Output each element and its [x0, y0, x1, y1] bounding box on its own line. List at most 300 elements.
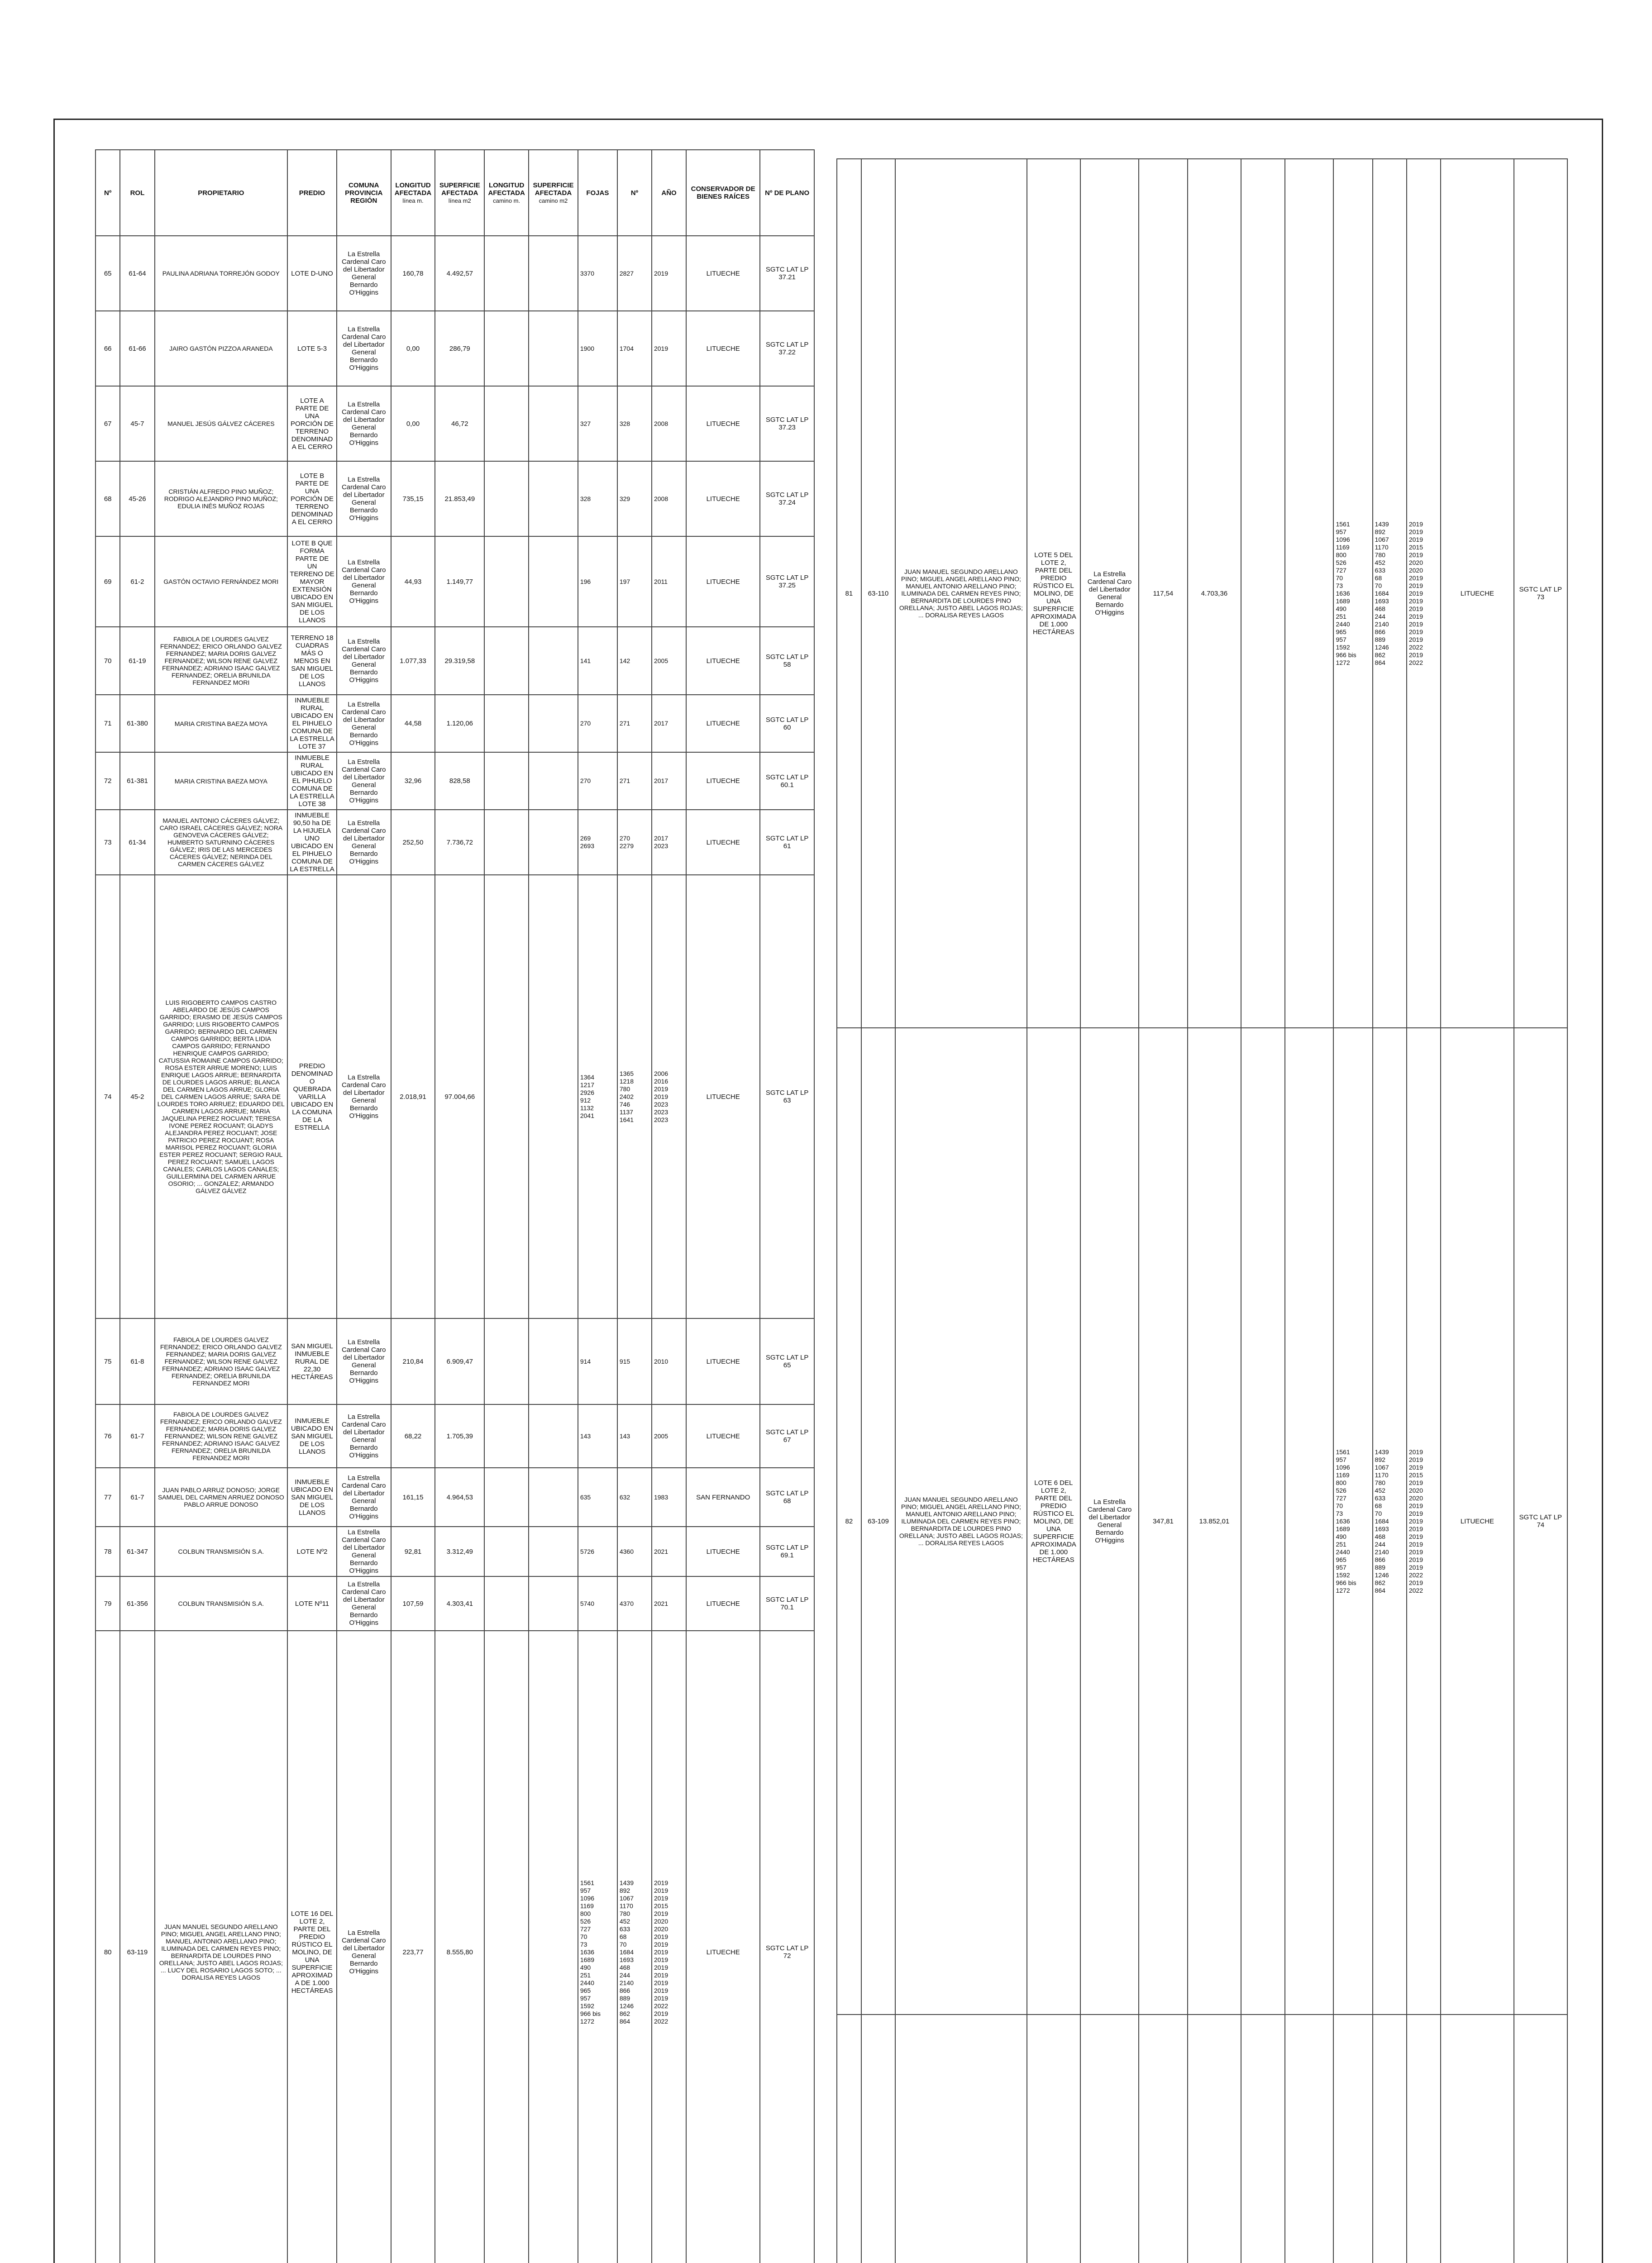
cell-long-camino	[484, 810, 529, 875]
cell-sup-afectada: 13.852,01	[1188, 1028, 1241, 2015]
cell-n: 81	[837, 159, 861, 1028]
cell-predio: LOTE Nº11	[287, 1576, 337, 1631]
cell-long-camino	[484, 695, 529, 752]
cell-comuna: La Estrella Cardenal Caro del Libertador General Bernardo O'Higgins	[337, 695, 391, 752]
cell-propietario: COLBUN TRANSMISIÓN S.A.	[155, 1576, 288, 1631]
cell-sup-afectada: 8.555,80	[435, 1631, 484, 2263]
cell-long-afectada: 44,93	[391, 536, 435, 627]
cell-plano: SGTC LAT LP 74	[1514, 1028, 1567, 2015]
cell-fojas: 196	[578, 536, 617, 627]
cell-conservador: LITUECHE	[686, 875, 760, 1318]
cell-long-afectada: 92,81	[391, 1527, 435, 1576]
cell-conservador: LITUECHE	[686, 627, 760, 695]
col-comuna: COMUNA PROVINCIA REGIÓN	[337, 150, 391, 236]
cell-long-afectada: 0,00	[391, 386, 435, 461]
cell-anio	[1407, 2015, 1441, 2263]
cell-rol: 61-7	[120, 1468, 154, 1527]
cell-sup-camino	[529, 536, 578, 627]
cell-num: 271	[617, 752, 652, 810]
cell-conservador: LITUECHE	[686, 695, 760, 752]
cell-fojas: 1561 957 1096 1169 800 526 727 70 73 1636 1689 490 251 2440 965 957 1592 966 bis 1272	[1333, 1028, 1372, 2015]
cell-num: 1704	[617, 311, 652, 386]
cell-propietario: LUIS RIGOBERTO CAMPOS CASTRO ABELARDO DE JESÚS CAMPOS GARRIDO; ERASMO DE JESÚS CAMPOS GARRIDO; LUIS RIGOBERTO CAMPOS GARRIDO; BERNARDO DEL CARMEN CAMPOS GARRIDO; BERTA LIDIA CAMPOS GARRIDO; FERNANDO HENRIQUE CAMPOS GARRIDO; CATUSSIA ROMAINE CAMPOS GARRIDO; ROSA ESTER ARRUE MORENO; LUIS ENRIQUE LAGOS ARRUE; BERNARDITA DE LOURDES LAGOS ARRUE; BLANCA DEL CARMEN LAGOS ARRUE; GLORIA DEL CARMEN LAGOS ARRUE; SARA DE LOURDES TORO ARRUEZ; EDUARDO DEL CARMEN LAGOS ARRUE; MARIA JAQUELINA PEREZ ROCUANT; TERESA IVONE PEREZ ROCUANT; GLADYS ALEJANDRA PEREZ ROCUANT; JOSE PATRICIO PEREZ ROCUANT; ROSA MARISOL PEREZ ROCUANT; GLORIA ESTER PEREZ ROCUANT; SERGIO RAUL PEREZ ROCUANT; SAMUEL LAGOS CANALES; CARLOS LAGOS CANALES; GUILLERMINA DEL CARMEN ARRUE OSORIO; ... GONZALEZ; ARMANDO GÁLVEZ GÁLVEZ	[155, 875, 288, 1318]
col-sup-camino: SUPERFICIE AFECTADA camino m2	[529, 150, 578, 236]
cell-sup-afectada: 29.319,58	[435, 627, 484, 695]
table-row	[95, 810, 814, 875]
cell-num	[1373, 2015, 1407, 2263]
cell-long-afectada: 161,15	[391, 1468, 435, 1527]
col-sup-afectada: SUPERFICIE AFECTADA línea m2	[435, 150, 484, 236]
cell-propietario: MARIA CRISTINA BAEZA MOYA	[155, 695, 288, 752]
cell-fojas: 5740	[578, 1576, 617, 1631]
cell-rol	[861, 2015, 895, 2263]
cell-n: 70	[95, 627, 120, 695]
cell-num: 270 2279	[617, 810, 652, 875]
cell-n: 73	[95, 810, 120, 875]
table-row	[95, 1527, 814, 1576]
cell-sup-camino	[529, 386, 578, 461]
cell-fojas: 5726	[578, 1527, 617, 1576]
cell-num: 271	[617, 695, 652, 752]
cell-long-camino	[484, 236, 529, 311]
cell-propietario: COLBUN TRANSMISIÓN S.A.	[155, 1527, 288, 1576]
cell-n: 69	[95, 536, 120, 627]
cell-sup-camino	[529, 1404, 578, 1468]
table-row	[95, 1404, 814, 1468]
cell-predio: TERRENO 18 CUADRAS MÁS O MENOS EN SAN MIGUEL DE LOS LLANOS	[287, 627, 337, 695]
table-row	[95, 1468, 814, 1527]
cell-anio: 2011	[652, 536, 686, 627]
cell-sup-camino	[529, 236, 578, 311]
cell-conservador: LITUECHE	[686, 1576, 760, 1631]
cell-conservador: LITUECHE	[1441, 1028, 1514, 2015]
cell-fojas: 1561 957 1096 1169 800 526 727 70 73 1636 1689 490 251 2440 965 957 1592 966 bis 1272	[578, 1631, 617, 2263]
cell-predio: INMUEBLE UBICADO EN SAN MIGUEL DE LOS LLANOS	[287, 1468, 337, 1527]
cell-long-camino	[484, 1527, 529, 1576]
cell-n: 75	[95, 1318, 120, 1404]
cell-plano: SGTC LAT LP 58	[760, 627, 814, 695]
cell-anio: 2019 2019 2019 2015 2019 2020 2020 2019 2019 2019 2019 2019 2019 2019 2019 2019 2022 2019 2022	[652, 1631, 686, 2263]
cell-n: 77	[95, 1468, 120, 1527]
cell-conservador: LITUECHE	[686, 461, 760, 536]
cell-plano: SGTC LAT LP 60.1	[760, 752, 814, 810]
cell-conservador: LITUECHE	[686, 810, 760, 875]
cell-n: 67	[95, 386, 120, 461]
cell-plano: SGTC LAT LP 67	[760, 1404, 814, 1468]
cell-comuna: La Estrella Cardenal Caro del Libertador General Bernardo O'Higgins	[337, 461, 391, 536]
cell-predio: LOTE B PARTE DE UNA PORCIÓN DE TERRENO DENOMINADA EL CERRO	[287, 461, 337, 536]
cell-long-camino	[484, 1631, 529, 2263]
col-plano: Nº DE PLANO	[760, 150, 814, 236]
cell-sup-camino	[1285, 159, 1334, 1028]
cell-predio: LOTE B QUE FORMA PARTE DE UN TERRENO DE MAYOR EXTENSIÓN UBICADO EN SAN MIGUEL DE LOS LLANOS	[287, 536, 337, 627]
cell-plano: SGTC LAT LP 61	[760, 810, 814, 875]
cell-propietario: PAULINA ADRIANA TORREJÓN GODOY	[155, 236, 288, 311]
cell-n: 78	[95, 1527, 120, 1576]
cell-long-afectada: 107,59	[391, 1576, 435, 1631]
cell-long-camino	[484, 1468, 529, 1527]
cell-fojas: 914	[578, 1318, 617, 1404]
cell-fojas: 269 2693	[578, 810, 617, 875]
cell-fojas: 270	[578, 695, 617, 752]
cell-rol: 61-19	[120, 627, 154, 695]
cell-conservador: LITUECHE	[686, 236, 760, 311]
cell-predio: LOTE A PARTE DE UNA PORCIÓN DE TERRENO DENOMINADA EL CERRO	[287, 386, 337, 461]
cell-long-afectada: 2.018,91	[391, 875, 435, 1318]
cell-rol: 45-7	[120, 386, 154, 461]
cell-comuna: La Estrella Cardenal Caro del Libertador General Bernardo O'Higgins	[337, 236, 391, 311]
cell-comuna: La Estrella Cardenal Caro del Libertador General Bernardo O'Higgins	[1080, 1028, 1139, 2015]
cell-long-camino	[1241, 1028, 1285, 2015]
cell-anio: 2021	[652, 1527, 686, 1576]
cell-rol: 63-109	[861, 1028, 895, 2015]
cell-rol: 61-356	[120, 1576, 154, 1631]
cell-predio: PREDIO DENOMINADO QUEBRADA VARILLA UBICADO EN LA COMUNA DE LA ESTRELLA	[287, 875, 337, 1318]
cell-predio	[1027, 2015, 1080, 2263]
cell-sup-camino	[529, 752, 578, 810]
cell-rol: 61-380	[120, 695, 154, 752]
cell-fojas: 3370	[578, 236, 617, 311]
left-table	[95, 149, 815, 2263]
cell-fojas	[1333, 2015, 1372, 2263]
cell-plano: SGTC LAT LP 37.25	[760, 536, 814, 627]
cell-sup-camino	[529, 1318, 578, 1404]
cell-propietario: GASTÓN OCTAVIO FERNÁNDEZ MORI	[155, 536, 288, 627]
cell-long-afectada: 347,81	[1139, 1028, 1188, 2015]
cell-comuna: La Estrella Cardenal Caro del Libertador General Bernardo O'Higgins	[337, 1404, 391, 1468]
cell-fojas: 1561 957 1096 1169 800 526 727 70 73 1636 1689 490 251 2440 965 957 1592 966 bis 1272	[1333, 159, 1372, 1028]
table-row	[95, 311, 814, 386]
cell-plano: SGTC LAT LP 69.1	[760, 1527, 814, 1576]
cell-conservador: LITUECHE	[686, 1404, 760, 1468]
cell-n: 79	[95, 1576, 120, 1631]
cell-sup-afectada: 4.703,36	[1188, 159, 1241, 1028]
cell-rol: 61-381	[120, 752, 154, 810]
cell-sup-afectada: 21.853,49	[435, 461, 484, 536]
cell-anio: 2010	[652, 1318, 686, 1404]
cell-sup-camino	[529, 1576, 578, 1631]
cell-fojas: 270	[578, 752, 617, 810]
cell-long-afectada: 32,96	[391, 752, 435, 810]
col-conservador: CONSERVADOR DE BIENES RAÍCES	[686, 150, 760, 236]
cell-sup-afectada: 828,58	[435, 752, 484, 810]
table-row	[95, 695, 814, 752]
cell-long-afectada: 68,22	[391, 1404, 435, 1468]
cell-comuna: La Estrella Cardenal Caro del Libertador General Bernardo O'Higgins	[337, 386, 391, 461]
cell-predio: LOTE D-UNO	[287, 236, 337, 311]
cell-n: 82	[837, 1028, 861, 2015]
cell-propietario: JUAN MANUEL SEGUNDO ARELLANO PINO; MIGUEL ANGEL ARELLANO PINO; MANUEL ANTONIO ARELLANO PINO; ILUMINADA DEL CARMEN REYES PINO; BERNARDITA DE LOURDES PINO ORELLANA; JUSTO ABEL LAGOS ROJAS; ... DORALISA REYES LAGOS	[895, 1028, 1027, 2015]
cell-conservador: LITUECHE	[686, 752, 760, 810]
cell-predio: LOTE 6 DEL LOTE 2, PARTE DEL PREDIO RÚSTICO EL MOLINO, DE UNA SUPERFICIE APROXIMADA DE 1.000 HECTÁREAS	[1027, 1028, 1080, 2015]
cell-rol: 61-8	[120, 1318, 154, 1404]
cell-long-afectada: 210,84	[391, 1318, 435, 1404]
cell-propietario: MARIA CRISTINA BAEZA MOYA	[155, 752, 288, 810]
cell-n: 68	[95, 461, 120, 536]
cell-anio: 2005	[652, 1404, 686, 1468]
cell-sup-camino	[529, 1631, 578, 2263]
table-row	[837, 1028, 1567, 2015]
cell-long-camino	[484, 461, 529, 536]
cell-conservador	[1441, 2015, 1514, 2263]
cell-conservador: LITUECHE	[686, 1631, 760, 2263]
cell-propietario: JUAN MANUEL SEGUNDO ARELLANO PINO; MIGUEL ANGEL ARELLANO PINO; MANUEL ANTONIO ARELLANO PINO; ILUMINADA DEL CARMEN REYES PINO; BERNARDITA DE LOURDES PINO ORELLANA; JUSTO ABEL LAGOS ROJAS; ... DORALISA REYES LAGOS	[895, 159, 1027, 1028]
cell-comuna: La Estrella Cardenal Caro del Libertador General Bernardo O'Higgins	[337, 752, 391, 810]
cell-comuna: La Estrella Cardenal Caro del Libertador General Bernardo O'Higgins	[337, 1468, 391, 1527]
cell-rol: 61-34	[120, 810, 154, 875]
cell-num: 1439 892 1067 1170 780 452 633 68 70 1684 1693 468 244 2140 866 889 1246 862 864	[1373, 1028, 1407, 2015]
cell-conservador: SAN FERNANDO	[686, 1468, 760, 1527]
cell-long-camino	[484, 311, 529, 386]
col-predio: PREDIO	[287, 150, 337, 236]
table-row	[95, 1631, 814, 2263]
cell-rol: 63-110	[861, 159, 895, 1028]
cell-n: 80	[95, 1631, 120, 2263]
cell-anio: 2019 2019 2019 2015 2019 2020 2020 2019 2019 2019 2019 2019 2019 2019 2019 2019 2022 2019 2022	[1407, 159, 1441, 1028]
cell-conservador: LITUECHE	[686, 536, 760, 627]
cell-long-afectada: 117,54	[1139, 159, 1188, 1028]
cell-anio: 2017 2023	[652, 810, 686, 875]
cell-conservador: LITUECHE	[686, 386, 760, 461]
cell-long-camino	[484, 386, 529, 461]
cell-long-afectada: 735,15	[391, 461, 435, 536]
cell-n: 66	[95, 311, 120, 386]
cell-fojas: 327	[578, 386, 617, 461]
cell-conservador: LITUECHE	[686, 311, 760, 386]
cell-plano: SGTC LAT LP 37.24	[760, 461, 814, 536]
cell-sup-camino	[1285, 1028, 1334, 2015]
cell-n: 74	[95, 875, 120, 1318]
cell-predio: INMUEBLE RURAL UBICADO EN EL PIHUELO COMUNA DE LA ESTRELLA LOTE 38	[287, 752, 337, 810]
cell-num: 4370	[617, 1576, 652, 1631]
cell-plano: SGTC LAT LP 72	[760, 1631, 814, 2263]
cell-predio: SAN MIGUEL INMUEBLE RURAL DE 22,30 HECTÁREAS	[287, 1318, 337, 1404]
table-row	[837, 159, 1567, 1028]
cell-rol: 61-7	[120, 1404, 154, 1468]
cell-long-afectada: 223,77	[391, 1631, 435, 2263]
cell-sup-camino	[529, 311, 578, 386]
cell-propietario: JUAN PABLO ARRUZ DONOSO; JORGE SAMUEL DEL CARMEN ARRUEZ DONOSO PABLO ARRUE DONOSO	[155, 1468, 288, 1527]
cell-num: 2827	[617, 236, 652, 311]
cell-comuna: La Estrella Cardenal Caro del Libertador General Bernardo O'Higgins	[337, 1631, 391, 2263]
col-rol: ROL	[120, 150, 154, 236]
cell-plano	[1514, 2015, 1567, 2263]
cell-comuna: La Estrella Cardenal Caro del Libertador General Bernardo O'Higgins	[337, 1576, 391, 1631]
cell-num: 632	[617, 1468, 652, 1527]
cell-rol: 61-2	[120, 536, 154, 627]
cell-sup-camino	[529, 875, 578, 1318]
table-row	[95, 236, 814, 311]
cell-n	[837, 2015, 861, 2263]
cell-fojas: 328	[578, 461, 617, 536]
cell-rol: 45-26	[120, 461, 154, 536]
cell-sup-afectada: 4.303,41	[435, 1576, 484, 1631]
cell-conservador: LITUECHE	[686, 1318, 760, 1404]
cell-plano: SGTC LAT LP 60	[760, 695, 814, 752]
cell-sup-camino	[1285, 2015, 1334, 2263]
cell-comuna: La Estrella Cardenal Caro del Libertador General Bernardo O'Higgins	[337, 311, 391, 386]
cell-long-camino	[484, 752, 529, 810]
cell-propietario: FABIOLA DE LOURDES GALVEZ FERNANDEZ; ERICO ORLANDO GALVEZ FERNANDEZ; MARIA DORIS GALVEZ FERNANDEZ; WILSON RENE GALVEZ FERNANDEZ; ADRIANO ISAAC GALVEZ FERNANDEZ; ORELIA BRUNILDA FERNANDEZ MORI	[155, 1318, 288, 1404]
header-row	[95, 150, 814, 236]
cell-conservador: LITUECHE	[686, 1527, 760, 1576]
table-row	[95, 461, 814, 536]
cell-long-camino	[484, 627, 529, 695]
cell-long-afectada: 44,58	[391, 695, 435, 752]
table-row	[95, 875, 814, 1318]
col-long-camino: LONGITUD AFECTADA camino m.	[484, 150, 529, 236]
cell-sup-afectada: 3.312,49	[435, 1527, 484, 1576]
cell-propietario: JAIRO GASTÓN PIZZOA ARANEDA	[155, 311, 288, 386]
cell-anio: 2017	[652, 752, 686, 810]
cell-sup-afectada: 1.120,06	[435, 695, 484, 752]
cell-anio: 2021	[652, 1576, 686, 1631]
cell-conservador: LITUECHE	[1441, 159, 1514, 1028]
cell-anio: 2005	[652, 627, 686, 695]
cell-long-camino	[1241, 159, 1285, 1028]
cell-sup-afectada: 46,72	[435, 386, 484, 461]
cell-long-camino	[1241, 2015, 1285, 2263]
cell-rol: 61-347	[120, 1527, 154, 1576]
cell-propietario: CRISTIÁN ALFREDO PINO MUÑOZ; RODRIGO ALEJANDRO PINO MUÑOZ; EDULIA INÉS MUÑOZ ROJAS	[155, 461, 288, 536]
table-row	[95, 1318, 814, 1404]
cell-predio: LOTE 16 DEL LOTE 2, PARTE DEL PREDIO RÚSTICO EL MOLINO, DE UNA SUPERFICIE APROXIMADA DE 1.000 HECTÁREAS	[287, 1631, 337, 2263]
cell-num: 143	[617, 1404, 652, 1468]
cell-num: 329	[617, 461, 652, 536]
cell-comuna	[1080, 2015, 1139, 2263]
cell-predio: LOTE 5-3	[287, 311, 337, 386]
right-table	[836, 158, 1568, 2263]
cell-num: 1439 892 1067 1170 780 452 633 68 70 1684 1693 468 244 2140 866 889 1246 862 864	[617, 1631, 652, 2263]
cell-propietario: MANUEL ANTONIO CÁCERES GÁLVEZ; CARO ISRAEL CÁCERES GÁLVEZ; NORA GENOVEVA CÁCERES GÁLVEZ; HUMBERTO SATURNINO CÁCERES GÁLVEZ; IRIS DE LAS MERCEDES CÁCERES GÁLVEZ; NERINDA DEL CARMEN CÁCERES GÁLVEZ	[155, 810, 288, 875]
table-row	[95, 536, 814, 627]
col-n: Nº	[95, 150, 120, 236]
cell-predio: LOTE 5 DEL LOTE 2, PARTE DEL PREDIO RÚSTICO EL MOLINO, DE UNA SUPERFICIE APROXIMADA DE 1.000 HECTÁREAS	[1027, 159, 1080, 1028]
cell-anio: 2017	[652, 695, 686, 752]
cell-num: 197	[617, 536, 652, 627]
cell-sup-camino	[529, 1527, 578, 1576]
cell-sup-camino	[529, 695, 578, 752]
cell-plano: SGTC LAT LP 68	[760, 1468, 814, 1527]
cell-rol: 61-64	[120, 236, 154, 311]
cell-comuna: La Estrella Cardenal Caro del Libertador General Bernardo O'Higgins	[337, 1527, 391, 1576]
col-num: Nº	[617, 150, 652, 236]
cell-long-camino	[484, 1404, 529, 1468]
cell-comuna: La Estrella Cardenal Caro del Libertador General Bernardo O'Higgins	[337, 810, 391, 875]
cell-num: 1365 1218 780 2402 746 1137 1641	[617, 875, 652, 1318]
col-propietario: PROPIETARIO	[155, 150, 288, 236]
table-row	[95, 1576, 814, 1631]
cell-anio: 2019	[652, 311, 686, 386]
cell-propietario: FABIOLA DE LOURDES GALVEZ FERNANDEZ; ERICO ORLANDO GALVEZ FERNANDEZ; MARIA DORIS GALVEZ FERNANDEZ; WILSON RENE GALVEZ FERNANDEZ; ADRIANO ISAAC GALVEZ FERNANDEZ; ORELIA BRUNILDA FERNANDEZ MORI	[155, 627, 288, 695]
cell-long-camino	[484, 1576, 529, 1631]
col-long-afectada: LONGITUD AFECTADA línea m.	[391, 150, 435, 236]
cell-fojas: 1364 1217 2926 912 1132 2041	[578, 875, 617, 1318]
cell-fojas: 635	[578, 1468, 617, 1527]
cell-predio: INMUEBLE RURAL UBICADO EN EL PIHUELO COMUNA DE LA ESTRELLA LOTE 37	[287, 695, 337, 752]
cell-propietario	[895, 2015, 1027, 2263]
cell-long-afectada: 160,78	[391, 236, 435, 311]
cell-long-camino	[484, 536, 529, 627]
cell-propietario: JUAN MANUEL SEGUNDO ARELLANO PINO; MIGUEL ANGEL ARELLANO PINO; MANUEL ANTONIO ARELLANO PINO; ILUMINADA DEL CARMEN REYES PINO; BERNARDITA DE LOURDES PINO ORELLANA; JUSTO ABEL LAGOS ROJAS; ... LUCY DEL ROSARIO LAGOS SOTO; ... DORALISA REYES LAGOS	[155, 1631, 288, 2263]
cell-fojas: 1900	[578, 311, 617, 386]
cell-anio: 2008	[652, 386, 686, 461]
cell-plano: SGTC LAT LP 37.22	[760, 311, 814, 386]
cell-predio: LOTE Nº2	[287, 1527, 337, 1576]
cell-fojas: 143	[578, 1404, 617, 1468]
cell-sup-afectada: 97.004,66	[435, 875, 484, 1318]
cell-comuna: La Estrella Cardenal Caro del Libertador General Bernardo O'Higgins	[337, 627, 391, 695]
cell-anio: 2019 2019 2019 2015 2019 2020 2020 2019 2019 2019 2019 2019 2019 2019 2019 2019 2022 2019 2022	[1407, 1028, 1441, 2015]
cell-propietario: MANUEL JESÚS GÁLVEZ CÁCERES	[155, 386, 288, 461]
cell-plano: SGTC LAT LP 37.23	[760, 386, 814, 461]
cell-sup-afectada: 4.964,53	[435, 1468, 484, 1527]
cell-rol: 63-119	[120, 1631, 154, 2263]
cell-plano: SGTC LAT LP 63	[760, 875, 814, 1318]
table-row	[837, 2015, 1567, 2263]
cell-anio: 2008	[652, 461, 686, 536]
cell-n: 71	[95, 695, 120, 752]
table-row	[95, 386, 814, 461]
cell-long-camino	[484, 875, 529, 1318]
cell-long-afectada: 1.077,33	[391, 627, 435, 695]
cell-sup-afectada	[1188, 2015, 1241, 2263]
cell-propietario: FABIOLA DE LOURDES GALVEZ FERNANDEZ; ERICO ORLANDO GALVEZ FERNANDEZ; MARIA DORIS GALVEZ FERNANDEZ; WILSON RENE GALVEZ FERNANDEZ; ADRIANO ISAAC GALVEZ FERNANDEZ; ORELIA BRUNILDA FERNANDEZ MORI	[155, 1404, 288, 1468]
cell-comuna: La Estrella Cardenal Caro del Libertador General Bernardo O'Higgins	[337, 536, 391, 627]
cell-comuna: La Estrella Cardenal Caro del Libertador General Bernardo O'Higgins	[337, 875, 391, 1318]
cell-sup-afectada: 4.492,57	[435, 236, 484, 311]
cell-sup-afectada: 286,79	[435, 311, 484, 386]
cell-num: 915	[617, 1318, 652, 1404]
cell-sup-afectada: 1.149,77	[435, 536, 484, 627]
table-row	[95, 752, 814, 810]
cell-sup-afectada: 1.705,39	[435, 1404, 484, 1468]
cell-rol: 61-66	[120, 311, 154, 386]
cell-long-afectada	[1139, 2015, 1188, 2263]
cell-plano: SGTC LAT LP 37.21	[760, 236, 814, 311]
cell-anio: 2006 2016 2019 2019 2023 2023 2023	[652, 875, 686, 1318]
cell-comuna: La Estrella Cardenal Caro del Libertador General Bernardo O'Higgins	[337, 1318, 391, 1404]
cell-anio: 1983	[652, 1468, 686, 1527]
cell-num: 4360	[617, 1527, 652, 1576]
cell-plano: SGTC LAT LP 73	[1514, 159, 1567, 1028]
col-fojas: FOJAS	[578, 150, 617, 236]
cell-sup-camino	[529, 627, 578, 695]
table-row	[95, 627, 814, 695]
cell-rol: 45-2	[120, 875, 154, 1318]
cell-sup-afectada: 6.909,47	[435, 1318, 484, 1404]
cell-anio: 2019	[652, 236, 686, 311]
cell-long-camino	[484, 1318, 529, 1404]
cell-predio: INMUEBLE UBICADO EN SAN MIGUEL DE LOS LLANOS	[287, 1404, 337, 1468]
col-anio: AÑO	[652, 150, 686, 236]
cell-sup-camino	[529, 810, 578, 875]
cell-num: 1439 892 1067 1170 780 452 633 68 70 1684 1693 468 244 2140 866 889 1246 862 864	[1373, 159, 1407, 1028]
cell-sup-camino	[529, 1468, 578, 1527]
cell-num: 142	[617, 627, 652, 695]
cell-plano: SGTC LAT LP 65	[760, 1318, 814, 1404]
cell-n: 72	[95, 752, 120, 810]
cell-sup-camino	[529, 461, 578, 536]
cell-predio: INMUEBLE 90,50 ha DE LA HIJUELA UNO UBICADO EN EL PIHUELO COMUNA DE LA ESTRELLA	[287, 810, 337, 875]
cell-long-afectada: 252,50	[391, 810, 435, 875]
cell-plano: SGTC LAT LP 70.1	[760, 1576, 814, 1631]
cell-fojas: 141	[578, 627, 617, 695]
cell-n: 76	[95, 1404, 120, 1468]
cell-n: 65	[95, 236, 120, 311]
cell-long-afectada: 0,00	[391, 311, 435, 386]
cell-sup-afectada: 7.736,72	[435, 810, 484, 875]
